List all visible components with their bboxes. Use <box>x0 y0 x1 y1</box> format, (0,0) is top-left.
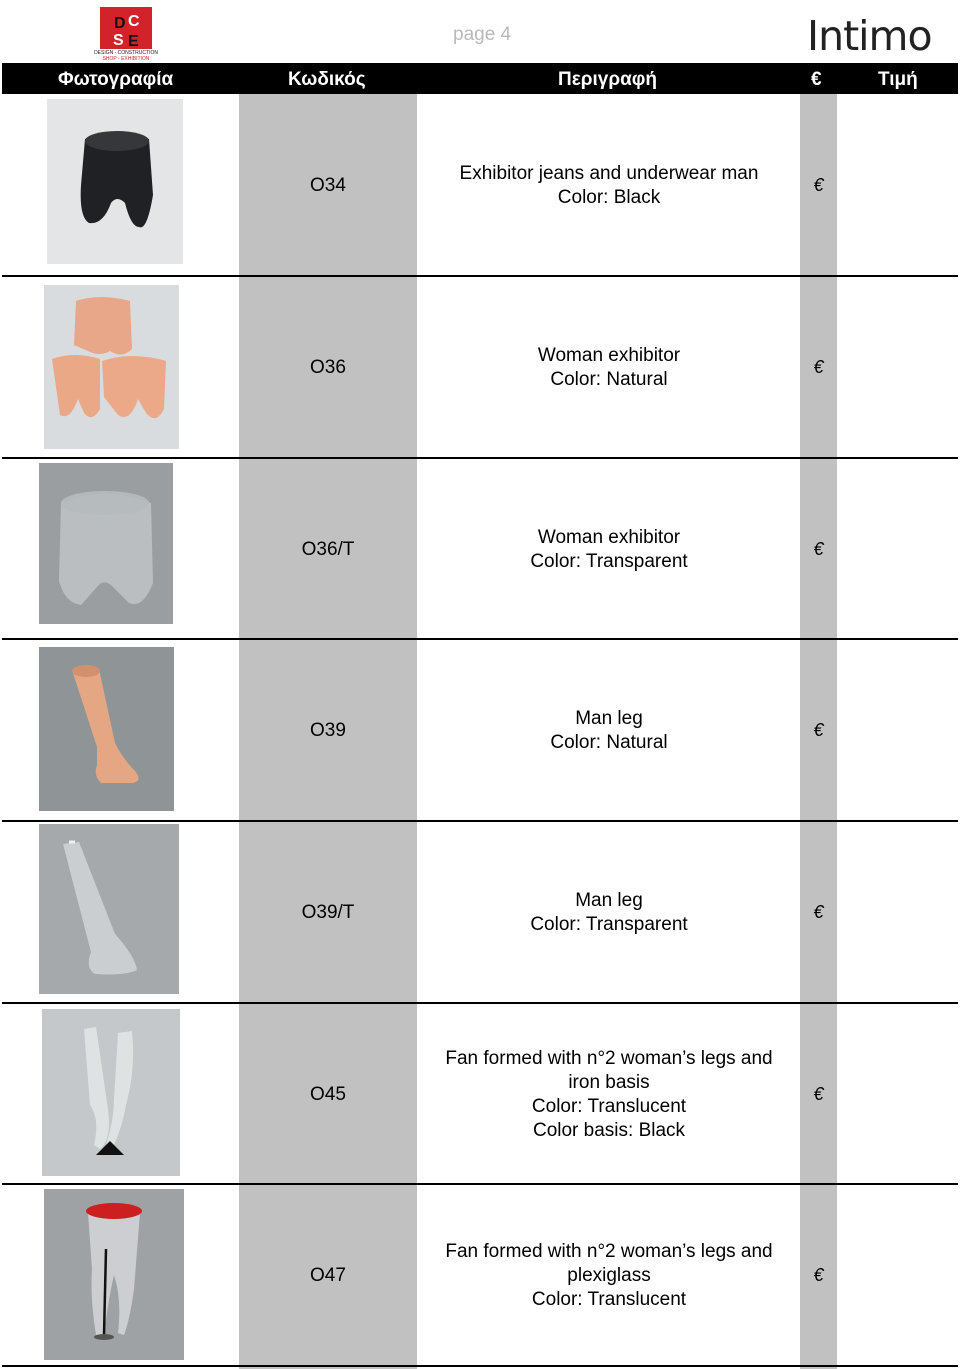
svg-text:SHOP - EXHIBITION: SHOP - EXHIBITION <box>102 56 150 62</box>
product-description <box>418 1185 800 1366</box>
description-line: Color: Translucent <box>531 1288 687 1310</box>
column-header-currency: € <box>811 69 822 90</box>
product-code: O39 <box>310 719 346 741</box>
svg-text:DESIGN - CONSTRUCTION: DESIGN - CONSTRUCTION <box>94 50 158 56</box>
page-number: page 4 <box>453 24 512 45</box>
table-row <box>0 277 960 458</box>
company-logo <box>94 6 158 62</box>
product-description <box>418 640 800 821</box>
column-header-code: Κωδικός <box>288 69 366 90</box>
table-row <box>0 95 960 276</box>
description-line: iron basis <box>568 1071 650 1093</box>
table-row <box>0 1185 960 1366</box>
svg-text:D: D <box>114 15 126 32</box>
product-code: O34 <box>310 174 346 196</box>
product-description <box>418 95 800 276</box>
svg-text:S: S <box>113 32 124 49</box>
currency-symbol: € <box>813 357 824 377</box>
description-line: Exhibitor jeans and underwear man <box>459 162 759 184</box>
currency-symbol: € <box>813 1265 824 1285</box>
column-header-description: Περιγραφή <box>558 69 657 90</box>
description-line: Woman exhibitor <box>537 526 681 548</box>
product-description <box>418 822 800 1003</box>
table-row <box>0 822 960 1003</box>
currency-symbol: € <box>813 175 824 195</box>
description-line: Color: Translucent <box>531 1095 687 1117</box>
product-code: O45 <box>310 1083 346 1105</box>
description-line: Fan formed with n°2 woman’s legs and <box>445 1047 773 1069</box>
product-code: O36 <box>310 356 346 378</box>
column-header-price: Τιμή <box>878 69 918 90</box>
row-divider <box>2 1365 958 1367</box>
currency-symbol: € <box>813 1084 824 1104</box>
table-header <box>2 63 958 94</box>
description-line: Color: Transparent <box>530 913 688 935</box>
description-line: Fan formed with n°2 woman’s legs and <box>445 1240 773 1262</box>
product-photo-transparent-hip-form <box>39 463 173 624</box>
product-description <box>418 277 800 458</box>
description-line: Man leg <box>575 707 643 729</box>
description-line: Man leg <box>575 889 643 911</box>
product-photo-legs-fan-red-top <box>44 1189 184 1360</box>
product-code: O47 <box>310 1264 346 1286</box>
product-description <box>418 459 800 640</box>
table-row <box>0 640 960 821</box>
product-photo-transparent-man-leg <box>39 824 179 994</box>
description-line: Color basis: Black <box>532 1119 686 1141</box>
currency-symbol: € <box>813 539 824 559</box>
description-line: plexiglass <box>567 1264 651 1286</box>
product-photo-natural-man-leg <box>39 647 174 811</box>
description-line: Color: Natural <box>550 368 668 390</box>
table-row <box>0 1004 960 1185</box>
description-line: Color: Black <box>557 186 661 208</box>
product-photo-black-hip-form <box>47 99 183 264</box>
description-line: Woman exhibitor <box>537 344 681 366</box>
table-row <box>0 459 960 640</box>
product-description <box>418 1004 800 1185</box>
product-code: O39/T <box>301 901 355 923</box>
product-code: O36/T <box>301 538 355 560</box>
svg-text:C: C <box>128 13 140 30</box>
product-photo-natural-hip-forms <box>44 285 179 449</box>
column-header-photo: Φωτογραφία <box>58 69 174 90</box>
svg-text:E: E <box>128 33 139 50</box>
product-photo-legs-fan-iron-base <box>42 1009 180 1176</box>
currency-symbol: € <box>813 902 824 922</box>
brand-title: Intimo <box>807 12 932 60</box>
description-line: Color: Natural <box>550 731 668 753</box>
description-line: Color: Transparent <box>530 550 688 572</box>
currency-symbol: € <box>813 720 824 740</box>
